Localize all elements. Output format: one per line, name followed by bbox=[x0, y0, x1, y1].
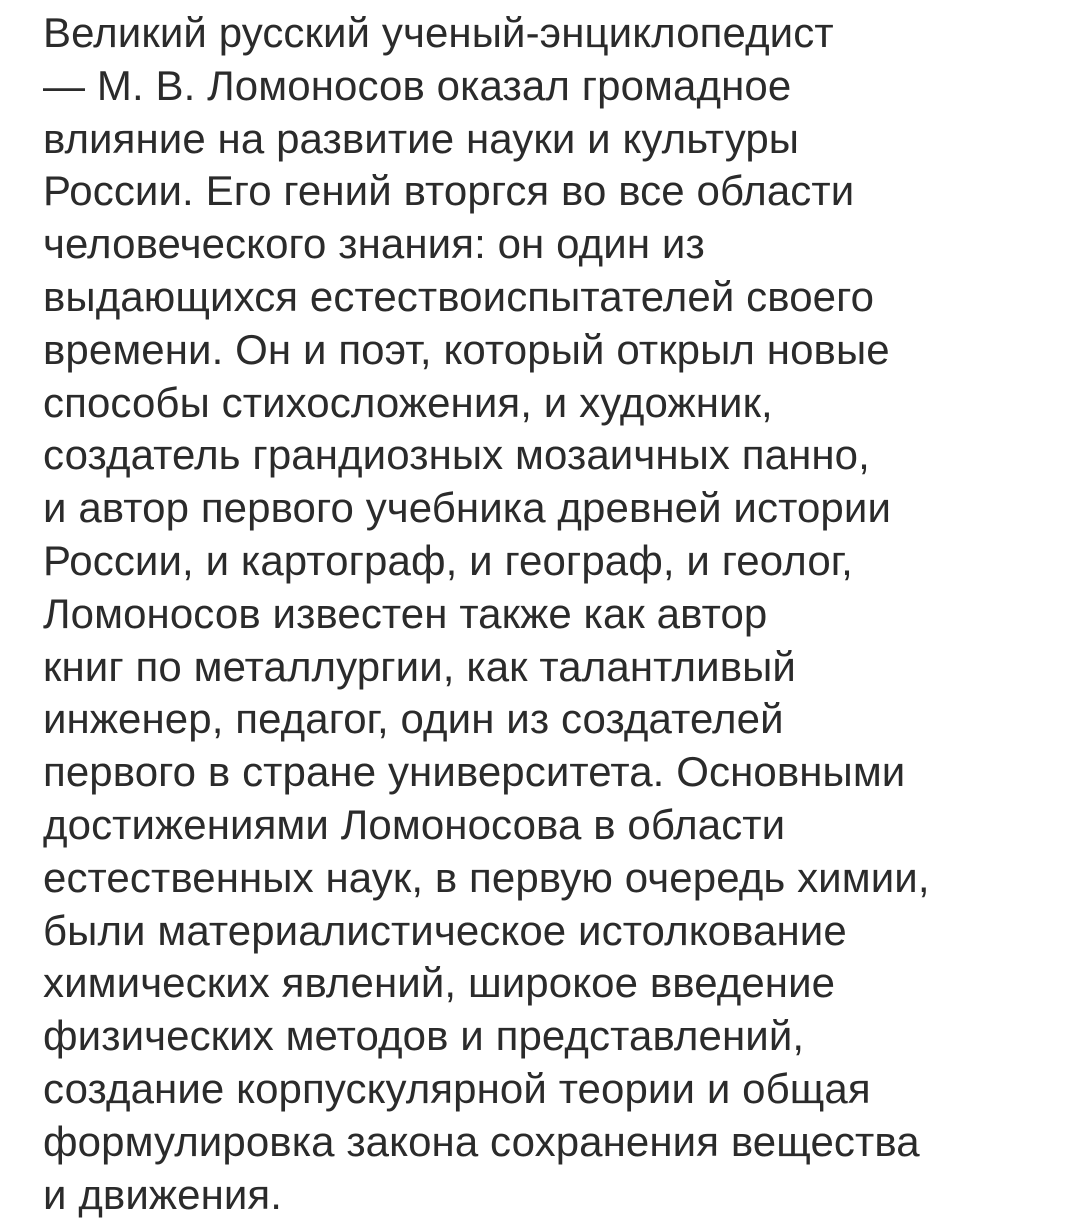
text-line: первого в стране университета. Основными bbox=[43, 748, 906, 796]
text-line: России, и картограф, и географ, и геолог, bbox=[43, 536, 853, 584]
text-line: — М. В. Ломоносов оказал громадное bbox=[43, 61, 792, 109]
text-line: России. Его гений вторгся во все области bbox=[43, 167, 855, 215]
text-line: создание корпускулярной теории и общая bbox=[43, 1064, 871, 1112]
document-text bbox=[43, 7, 1073, 1221]
text-line: влияние на развитие науки и культуры bbox=[43, 114, 800, 162]
text-line: и автор первого учебника древней истории bbox=[43, 484, 891, 532]
text-line: химических явлений, широкое введение bbox=[43, 959, 836, 1007]
text-line: выдающихся естествоиспытателей своего bbox=[43, 272, 875, 320]
text-line: инженер, педагог, один из создателей bbox=[43, 695, 784, 743]
text-line: физических методов и представлений, bbox=[43, 1012, 805, 1060]
text-line: способы стихосложения, и художник, bbox=[43, 378, 773, 426]
text-line: формулировка закона сохранения вещества bbox=[43, 1117, 920, 1165]
text-line: времени. Он и поэт, который открыл новые bbox=[43, 325, 890, 373]
text-line: и движения. bbox=[43, 1170, 283, 1218]
text-line: были материалистическое истолкование bbox=[43, 906, 847, 954]
text-line: создатель грандиозных мозаичных панно, bbox=[43, 431, 870, 479]
text-line: достижениями Ломоносова в области bbox=[43, 800, 786, 848]
text-line: Ломоносов известен также как автор bbox=[43, 589, 768, 637]
text-line: Великий русский ученый-энциклопедист bbox=[43, 9, 834, 56]
text-line: естественных наук, в первую очередь химии, bbox=[43, 853, 930, 901]
text-line: человеческого знания: он один из bbox=[43, 220, 705, 268]
text-line: книг по металлургии, как талантливый bbox=[43, 642, 796, 690]
